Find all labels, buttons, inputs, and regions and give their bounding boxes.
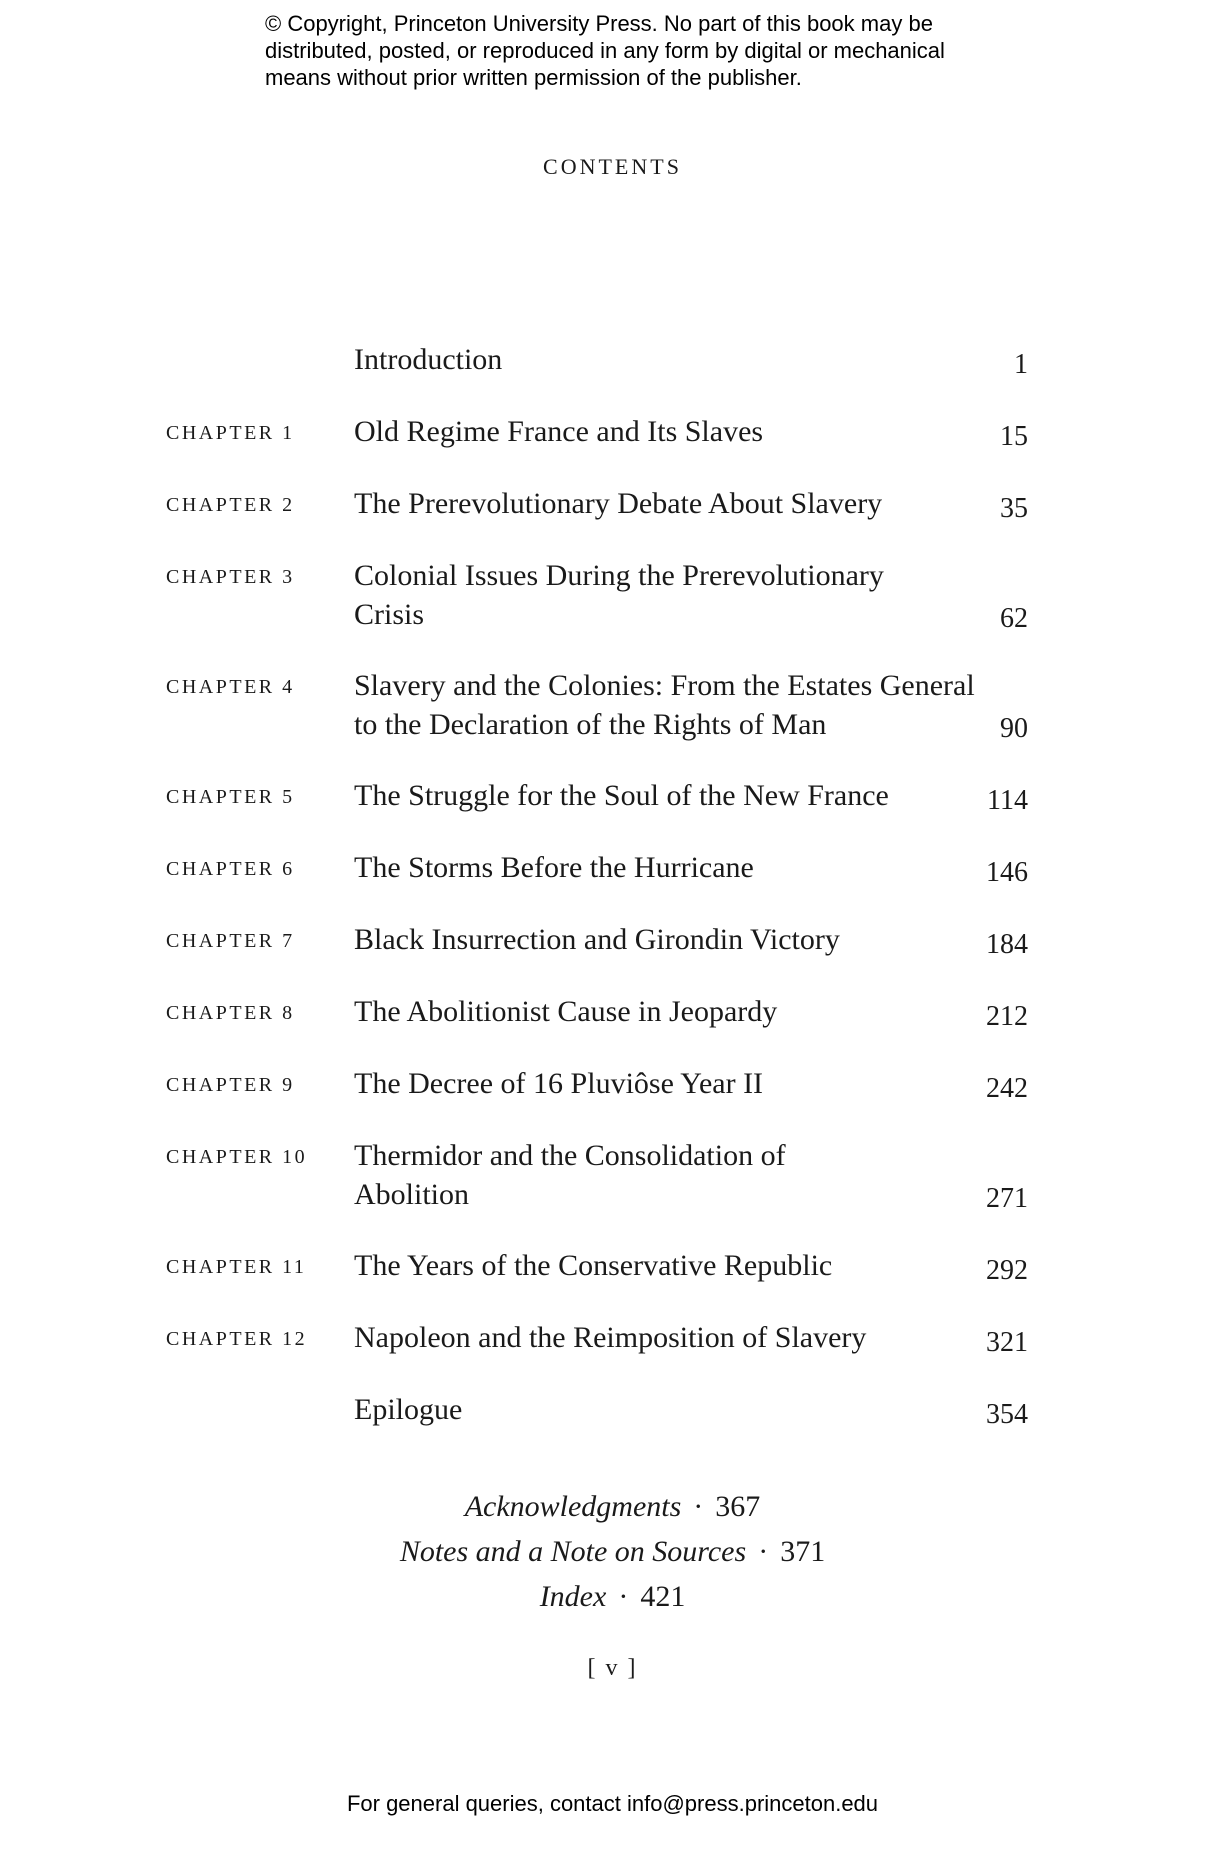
chapter-label: CHAPTER 6 [166, 858, 295, 880]
middle-dot-separator: · [618, 1580, 629, 1613]
chapter-label: CHAPTER 2 [166, 494, 295, 516]
contents-heading: CONTENTS [543, 154, 682, 179]
back-matter-entry [0, 1484, 1225, 1529]
entry-page-number: 90 [1000, 713, 1028, 744]
toc-entry-chapter-7 [166, 920, 1028, 960]
toc-entry-chapter-11 [166, 1246, 1028, 1286]
back-matter-entry [0, 1529, 1225, 1574]
entry-page-number: 146 [986, 857, 1028, 888]
copyright-line: © Copyright, Princeton University Press. No part of this book may be [265, 11, 933, 36]
entry-title: Old Regime France and Its Slaves [354, 415, 764, 448]
entry-title: Slavery and the Colonies: From the Estates General to the Declaration of the Rights of Man [354, 669, 975, 741]
entry-title: The Decree of 16 Pluviôse Year II [354, 1067, 764, 1100]
entry-page-number: 1 [1014, 349, 1028, 380]
toc-entry-chapter-1 [166, 412, 1028, 452]
page-folio: [ v ] [587, 1655, 638, 1681]
footer-contact: For general queries, contact info@press.princeton.edu [346, 1791, 879, 1816]
chapter-label: CHAPTER 3 [166, 566, 295, 588]
entry-title: The Abolitionist Cause in Jeopardy [354, 995, 778, 1028]
entry-title: The Storms Before the Hurricane [354, 851, 754, 884]
entry-title: The Years of the Conservative Republic [354, 1249, 833, 1282]
chapter-label: CHAPTER 7 [166, 930, 295, 952]
table-of-contents [166, 340, 1028, 1462]
entry-page-number: 62 [1000, 603, 1028, 634]
entry-page-number: 212 [986, 1001, 1028, 1032]
entry-page-number: 321 [986, 1327, 1028, 1358]
chapter-label: CHAPTER 11 [166, 1256, 307, 1278]
chapter-label: CHAPTER 12 [166, 1328, 308, 1350]
entry-page-number: 242 [986, 1073, 1028, 1104]
entry-page-number: 184 [986, 929, 1028, 960]
back-matter-title: Acknowledgments [464, 1490, 682, 1523]
entry-title: The Struggle for the Soul of the New France [354, 779, 889, 812]
entry-title: Epilogue [354, 1393, 463, 1426]
entry-title: Thermidor and the Consolidation of Abolition [354, 1139, 786, 1211]
back-matter-page: 421 [640, 1580, 686, 1613]
toc-entry-chapter-5 [166, 776, 1028, 816]
toc-entry-chapter-2 [166, 484, 1028, 524]
toc-entry-epilogue [166, 1390, 1028, 1430]
back-matter-page: 371 [780, 1535, 826, 1568]
toc-entry-chapter-4 [166, 666, 1028, 744]
entry-title: Black Insurrection and Girondin Victory [354, 923, 840, 956]
chapter-label: CHAPTER 1 [166, 422, 295, 444]
entry-title: Napoleon and the Reimposition of Slavery [354, 1321, 867, 1354]
copyright-line: distributed, posted, or reproduced in any form by digital or mechanical [265, 38, 945, 63]
chapter-label: CHAPTER 9 [166, 1074, 295, 1096]
entry-page-number: 271 [986, 1183, 1028, 1214]
copyright-notice [265, 10, 1005, 91]
middle-dot-separator: · [693, 1490, 704, 1523]
back-matter-entry [0, 1574, 1225, 1619]
copyright-line: means without prior written permission of the publisher. [265, 65, 802, 90]
chapter-label: CHAPTER 10 [166, 1146, 308, 1168]
entry-page-number: 114 [987, 785, 1028, 816]
entry-title: Colonial Issues During the Prerevolutionary Crisis [354, 559, 884, 631]
entry-page-number: 292 [986, 1255, 1028, 1286]
toc-entry-introduction [166, 340, 1028, 380]
back-matter-title: Index [539, 1580, 607, 1613]
back-matter-list [0, 1484, 1225, 1619]
entry-page-number: 15 [1000, 421, 1028, 452]
toc-entry-chapter-9 [166, 1064, 1028, 1104]
chapter-label: CHAPTER 5 [166, 786, 295, 808]
entry-title: The Prerevolutionary Debate About Slavery [354, 487, 883, 520]
toc-entry-chapter-10 [166, 1136, 1028, 1214]
toc-entry-chapter-12 [166, 1318, 1028, 1358]
middle-dot-separator: · [758, 1535, 769, 1568]
entry-page-number: 354 [986, 1399, 1028, 1430]
chapter-label: CHAPTER 8 [166, 1002, 295, 1024]
entry-page-number: 35 [1000, 493, 1028, 524]
back-matter-page: 367 [715, 1490, 761, 1523]
entry-title: Introduction [354, 343, 503, 376]
chapter-label: CHAPTER 4 [166, 676, 295, 698]
toc-entry-chapter-6 [166, 848, 1028, 888]
toc-entry-chapter-8 [166, 992, 1028, 1032]
toc-entry-chapter-3 [166, 556, 1028, 634]
back-matter-title: Notes and a Note on Sources [399, 1535, 747, 1568]
